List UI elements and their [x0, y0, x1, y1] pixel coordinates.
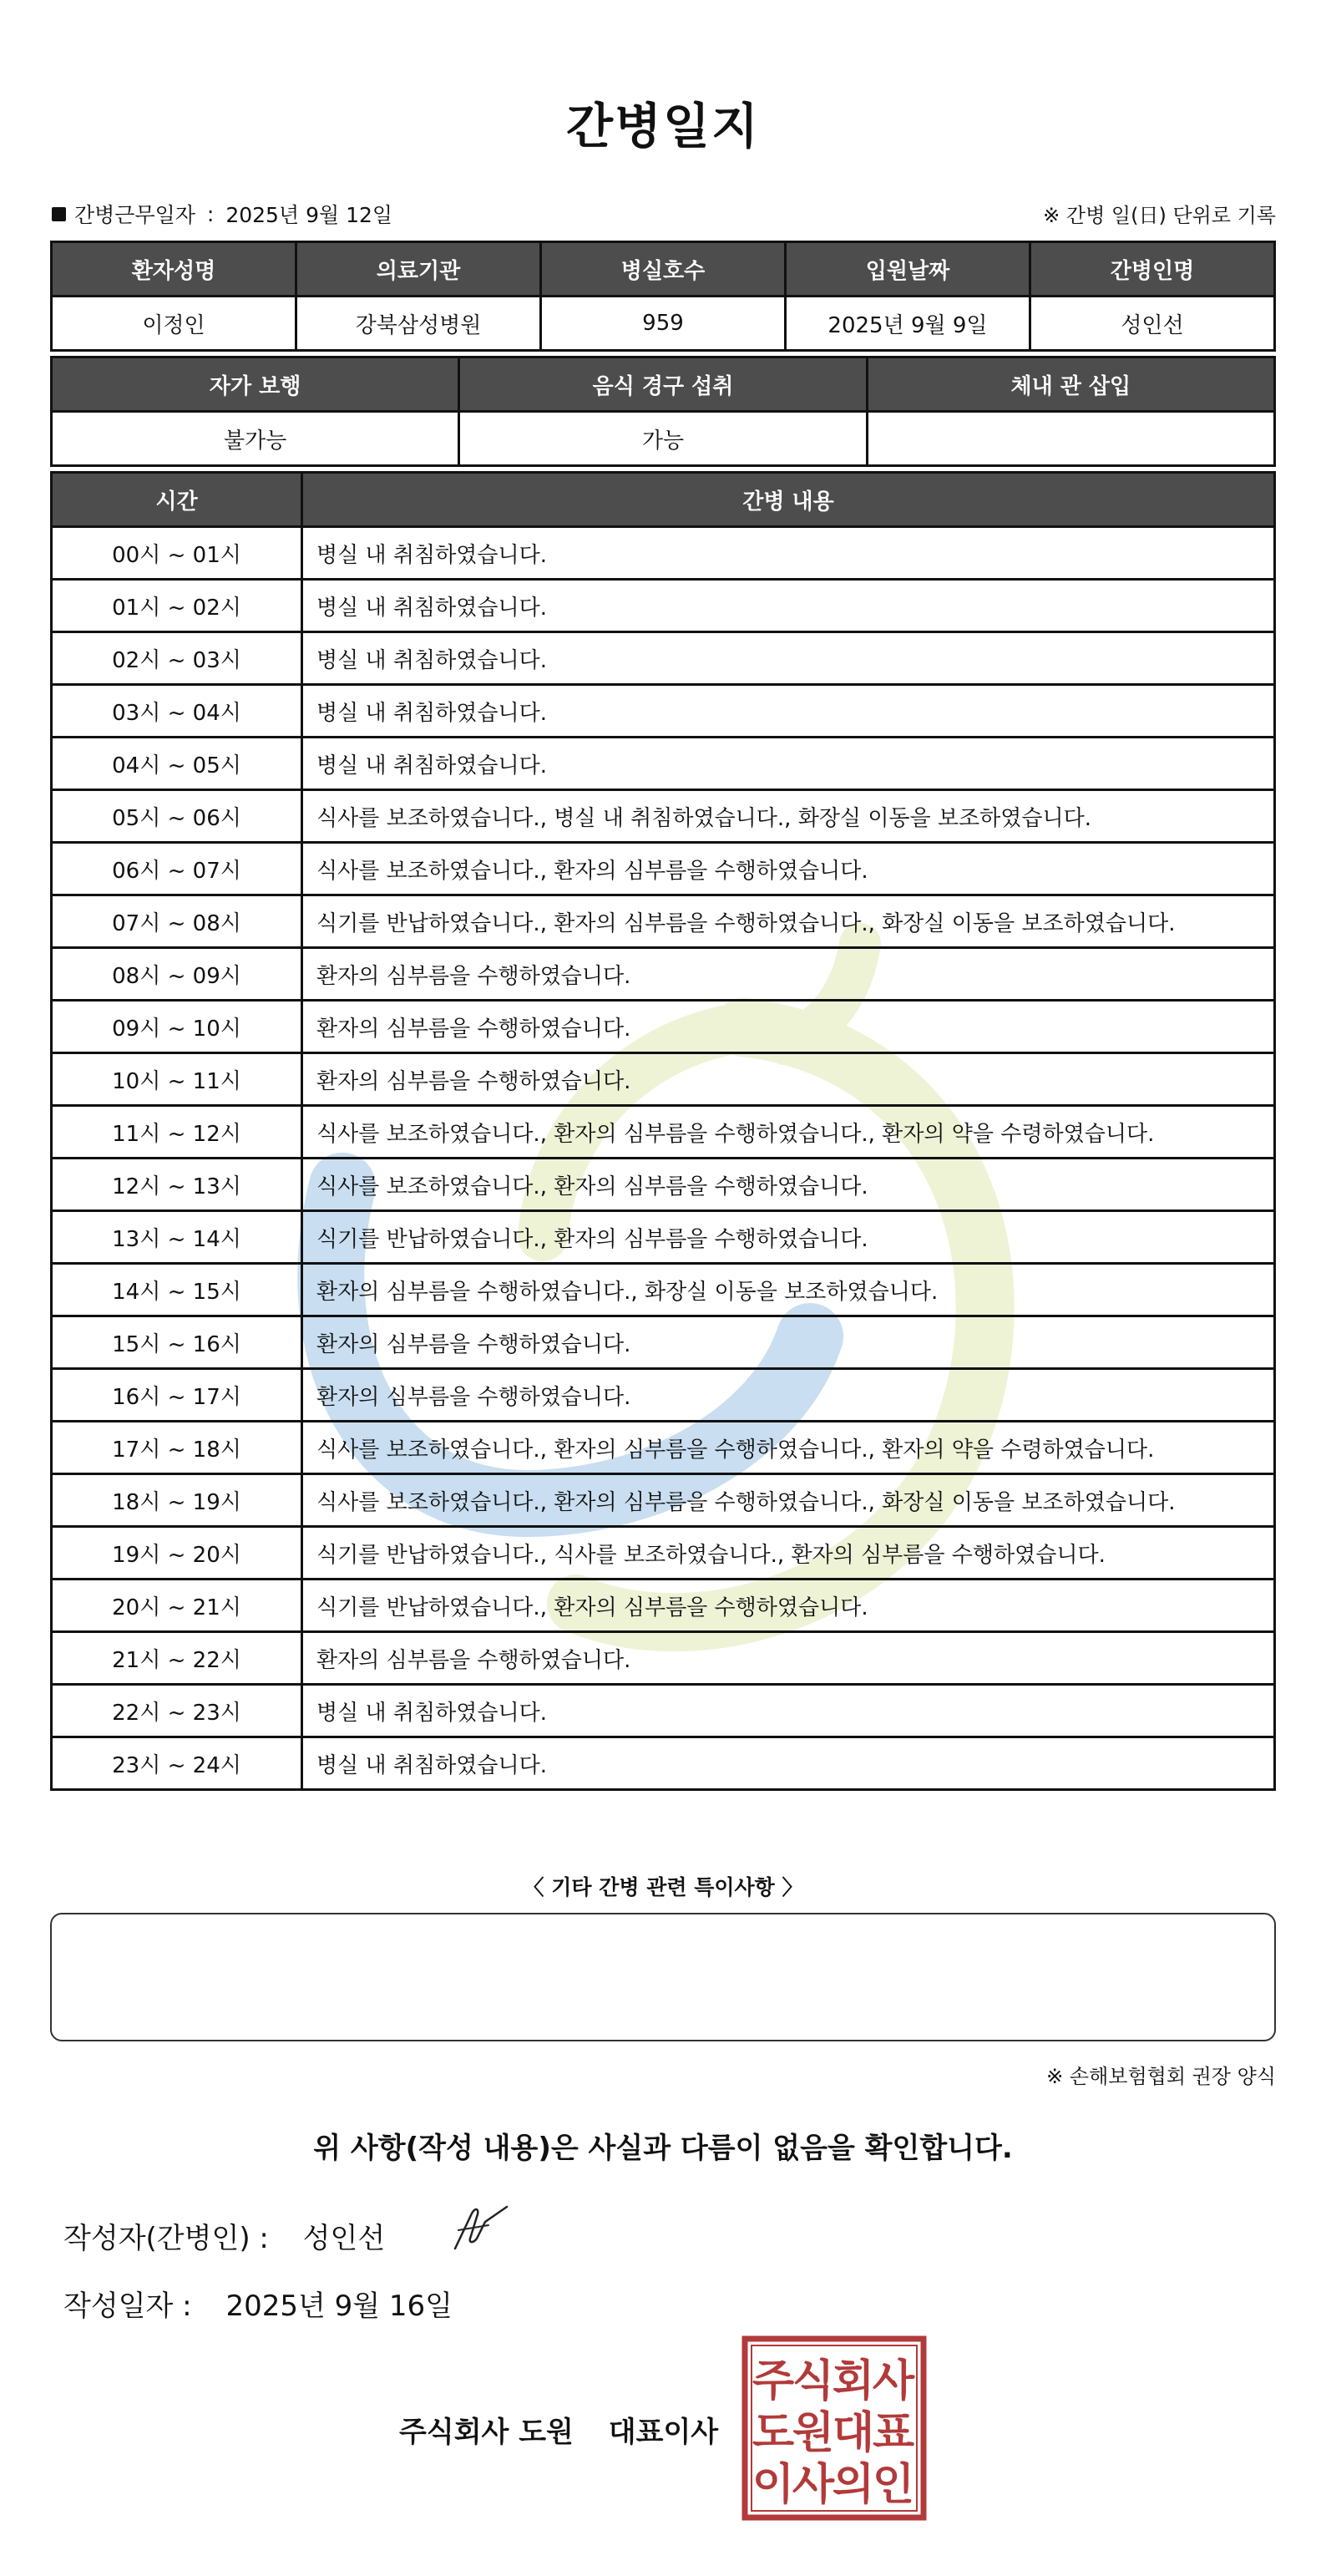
time-cell: 15시 ~ 16시	[52, 1316, 302, 1369]
care-content-cell: 식사를 보조하였습니다., 환자의 심부름을 수행하였습니다.	[302, 843, 1275, 895]
time-cell: 11시 ~ 12시	[52, 1106, 302, 1159]
page-title: 간병일지	[565, 98, 761, 155]
svg-text:도: 도	[752, 2408, 795, 2458]
care-content-cell: 환자의 심부름을 수행하였습니다.	[302, 948, 1275, 1001]
care-content-cell: 병실 내 취침하였습니다.	[302, 1685, 1275, 1737]
written-date-label: 작성일자 :	[63, 2289, 192, 2323]
table-row	[52, 738, 1275, 790]
header-time: 시간	[52, 473, 302, 527]
table-row	[52, 1527, 1275, 1580]
writer-name: 성인선	[302, 2222, 386, 2255]
table-row	[52, 843, 1275, 895]
care-content-cell: 환자의 심부름을 수행하였습니다.	[302, 1053, 1275, 1106]
time-cell: 23시 ~ 24시	[52, 1737, 302, 1790]
care-content-cell: 병실 내 취침하였습니다.	[302, 738, 1275, 790]
svg-text:회: 회	[832, 2356, 875, 2406]
header-oral-intake: 음식 경구 섭취	[459, 357, 867, 412]
table-row	[52, 1316, 1275, 1369]
admission-date: 2025년 9월 9일	[786, 297, 1030, 351]
table-row	[52, 1369, 1275, 1422]
time-cell: 17시 ~ 18시	[52, 1422, 302, 1474]
header-patient-name: 환자성명	[52, 242, 296, 297]
company-line	[399, 2409, 718, 2450]
care-content-cell: 병실 내 취침하였습니다.	[302, 580, 1275, 632]
patient-status-table	[50, 356, 1276, 467]
care-content-cell: 식사를 보조하였습니다., 환자의 심부름을 수행하였습니다., 화장실 이동을 보조하였습니다.	[302, 1474, 1275, 1527]
header-hospital: 의료기관	[296, 242, 541, 297]
table-row	[52, 685, 1275, 738]
written-date-line	[63, 2283, 453, 2324]
patient-info-table	[50, 241, 1276, 352]
time-cell: 21시 ~ 22시	[52, 1632, 302, 1685]
notes-title: 〈 기타 간병 관련 특이사항 〉	[523, 1875, 803, 1899]
care-content-cell: 식사를 보조하였습니다., 환자의 심부름을 수행하였습니다., 환자의 약을 수령하였습니다.	[302, 1422, 1275, 1474]
time-cell: 19시 ~ 20시	[52, 1527, 302, 1580]
time-cell: 04시 ~ 05시	[52, 738, 302, 790]
svg-text:사: 사	[872, 2356, 915, 2406]
svg-text:표: 표	[872, 2408, 915, 2458]
time-cell: 20시 ~ 21시	[52, 1580, 302, 1632]
care-content-cell: 병실 내 취침하였습니다.	[302, 527, 1275, 580]
care-log-rows	[52, 527, 1275, 1790]
care-content-cell: 식기를 반납하였습니다., 환자의 심부름을 수행하였습니다., 화장실 이동을 보조하였습니다.	[302, 895, 1275, 948]
care-content-cell: 식기를 반납하였습니다., 환자의 심부름을 수행하였습니다.	[302, 1580, 1275, 1632]
svg-text:대: 대	[832, 2408, 875, 2458]
company-seal-icon	[741, 2335, 927, 2521]
writer-line	[63, 2215, 385, 2256]
care-content-cell: 병실 내 취침하였습니다.	[302, 685, 1275, 738]
tube-status	[867, 412, 1274, 466]
work-date-separator: :	[206, 201, 215, 226]
time-cell: 03시 ~ 04시	[52, 685, 302, 738]
svg-text:의: 의	[832, 2460, 875, 2510]
writer-label: 작성자(간병인) :	[63, 2222, 269, 2255]
caregiver-name: 성인선	[1030, 297, 1275, 351]
time-cell: 06시 ~ 07시	[52, 843, 302, 895]
company-name: 주식회사 도원	[399, 2416, 574, 2449]
header-care-content: 간병 내용	[302, 473, 1275, 527]
patient-name: 이정인	[52, 297, 296, 351]
care-content-cell: 식사를 보조하였습니다., 환자의 심부름을 수행하였습니다.	[302, 1159, 1275, 1211]
table-row	[52, 580, 1275, 632]
care-content-cell: 병실 내 취침하였습니다.	[302, 1737, 1275, 1790]
confirmation-statement: 위 사항(작성 내용)은 사실과 다름이 없음을 확인합니다.	[313, 2132, 1013, 2165]
time-cell: 16시 ~ 17시	[52, 1369, 302, 1422]
time-cell: 18시 ~ 19시	[52, 1474, 302, 1527]
table-row	[52, 1106, 1275, 1159]
time-cell: 07시 ~ 08시	[52, 895, 302, 948]
table-row	[52, 1264, 1275, 1316]
table-row	[52, 527, 1275, 580]
time-cell: 13시 ~ 14시	[52, 1211, 302, 1264]
header-caregiver: 간병인명	[1030, 242, 1275, 297]
written-date-value: 2025년 9월 16일	[225, 2289, 453, 2323]
time-cell: 02시 ~ 03시	[52, 632, 302, 685]
oral-intake-status: 가능	[459, 412, 867, 466]
time-cell: 10시 ~ 11시	[52, 1053, 302, 1106]
table-row	[52, 1053, 1275, 1106]
care-content-cell: 환자의 심부름을 수행하였습니다.	[302, 1001, 1275, 1053]
care-content-cell: 식기를 반납하였습니다., 식사를 보조하였습니다., 환자의 심부름을 수행하였습니다.	[302, 1527, 1275, 1580]
time-cell: 01시 ~ 02시	[52, 580, 302, 632]
table-row	[52, 1211, 1275, 1264]
notes-box[interactable]	[50, 1913, 1276, 2041]
table-row	[52, 1632, 1275, 1685]
care-log-table	[50, 471, 1276, 1791]
time-cell: 12시 ~ 13시	[52, 1159, 302, 1211]
care-content-cell: 환자의 심부름을 수행하였습니다.	[302, 1316, 1275, 1369]
table-row	[52, 895, 1275, 948]
bullet-square-icon	[52, 207, 66, 221]
table-row	[52, 1737, 1275, 1790]
walking-status: 불가능	[52, 412, 459, 466]
footer-note: ※ 손해보험협회 권장 양식	[1046, 2065, 1276, 2088]
care-content-cell: 환자의 심부름을 수행하였습니다.	[302, 1632, 1275, 1685]
time-cell: 00시 ~ 01시	[52, 527, 302, 580]
time-cell: 22시 ~ 23시	[52, 1685, 302, 1737]
svg-text:사: 사	[792, 2460, 835, 2510]
table-row	[52, 948, 1275, 1001]
table-row	[52, 1001, 1275, 1053]
care-content-cell: 식사를 보조하였습니다., 병실 내 취침하였습니다., 화장실 이동을 보조하였습니다.	[302, 790, 1275, 843]
table-row	[52, 1685, 1275, 1737]
svg-text:이: 이	[752, 2460, 795, 2510]
table-row	[52, 1580, 1275, 1632]
room-number: 959	[541, 297, 786, 351]
unit-note: ※ 간병 일(日) 단위로 기록	[1043, 204, 1276, 227]
header-admission-date: 입원날짜	[786, 242, 1030, 297]
time-cell: 14시 ~ 15시	[52, 1264, 302, 1316]
time-cell: 08시 ~ 09시	[52, 948, 302, 1001]
table-row	[52, 1159, 1275, 1211]
signature-icon	[447, 2197, 514, 2255]
work-date-label: 간병근무일자	[74, 203, 195, 227]
table-row	[52, 790, 1275, 843]
hospital-name: 강북삼성병원	[296, 297, 541, 351]
svg-text:주: 주	[752, 2356, 795, 2406]
table-row	[52, 1422, 1275, 1474]
work-date-value: 2025년 9월 12일	[225, 203, 393, 227]
header-room: 병실호수	[541, 242, 786, 297]
header-walking: 자가 보행	[52, 357, 459, 412]
svg-text:원: 원	[792, 2408, 835, 2458]
time-cell: 05시 ~ 06시	[52, 790, 302, 843]
svg-text:식: 식	[792, 2356, 835, 2406]
care-content-cell: 병실 내 취침하였습니다.	[302, 632, 1275, 685]
care-content-cell: 식기를 반납하였습니다., 환자의 심부름을 수행하였습니다.	[302, 1211, 1275, 1264]
time-cell: 09시 ~ 10시	[52, 1001, 302, 1053]
care-content-cell: 식사를 보조하였습니다., 환자의 심부름을 수행하였습니다., 환자의 약을 수령하였습니다.	[302, 1106, 1275, 1159]
header-tube: 체내 관 삽입	[867, 357, 1274, 412]
svg-text:인: 인	[872, 2460, 915, 2510]
table-row	[52, 632, 1275, 685]
company-rep-title: 대표이사	[608, 2416, 719, 2449]
work-date	[52, 199, 392, 229]
care-content-cell: 환자의 심부름을 수행하였습니다., 화장실 이동을 보조하였습니다.	[302, 1264, 1275, 1316]
table-row	[52, 1474, 1275, 1527]
care-content-cell: 환자의 심부름을 수행하였습니다.	[302, 1369, 1275, 1422]
